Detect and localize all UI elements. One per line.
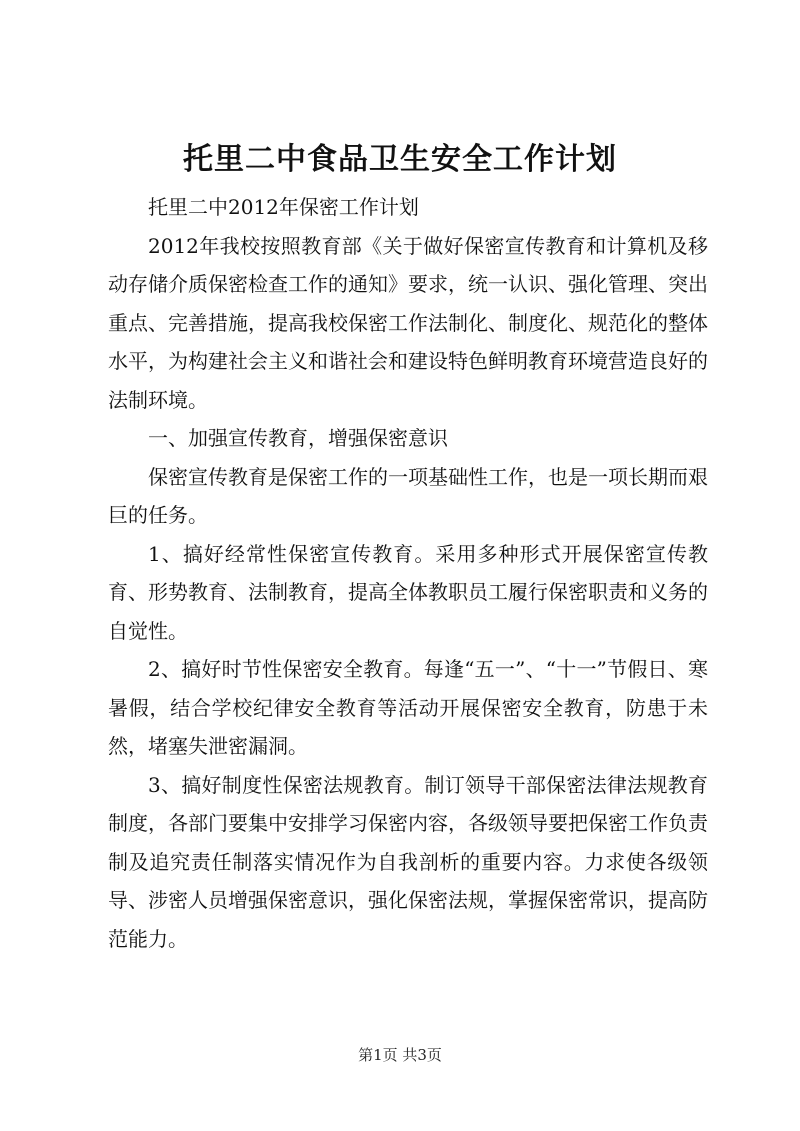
section-heading-1: 一、加强宣传教育，增强保密意识 (148, 426, 448, 450)
page-footer: 第1页 共3页 (358, 1046, 442, 1064)
paragraph-item-3: 3、搞好制度性保密法规教育。制订领导干部保密法律法规教育制度，各部门要集中安排学习保密内容，各级领导要把保密工作负责制及追究责任制落实情况作为自我剖析的重要内容。力求使各级领导、涉密人员增强保密意识，强化保密法规，掌握保密常识，提高防范能力。 (108, 772, 708, 951)
document-title: 托里二中食品卫生安全工作计划 (183, 142, 617, 177)
paragraph-item-2: 2、搞好时节性保密安全教育。每逢“五一”、“十一”节假日、寒暑假，结合学校纪律安全教育等活动开展保密安全教育，防患于未然，堵塞失泄密漏洞。 (108, 657, 708, 758)
paragraph-item-1: 1、搞好经常性保密宣传教育。采用多种形式开展保密宣传教育、形势教育、法制教育，提高全体教职员工履行保密职责和义务的自觉性。 (108, 541, 708, 643)
paragraph-subtitle: 托里二中2012年保密工作计划 (148, 195, 419, 219)
document-body (108, 188, 708, 958)
paragraph-section-1: 保密宣传教育是保密工作的一项基础性工作，也是一项长期而艰巨的任务。 (108, 464, 708, 527)
paragraph-intro: 2012年我校按照教育部《关于做好保密宣传教育和计算机及移动存储介质保密检查工作的通知》要求，统一认识、强化管理、突出重点、完善措施，提高我校保密工作法制化、制度化、规范化的整体水平，为构建社会主义和谐社会和建设特色鲜明教育环境营造良好的法制环境。 (108, 233, 708, 412)
